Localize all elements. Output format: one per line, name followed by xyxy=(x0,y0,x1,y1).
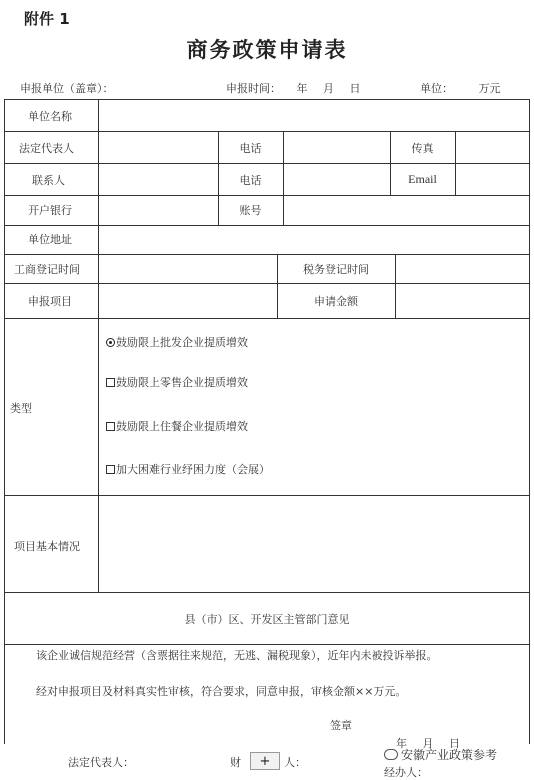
basic-info-label: 项目基本情况 xyxy=(14,540,80,553)
applicant-unit-label: 申报单位（盖章）： xyxy=(20,82,114,95)
type-option-exhibition[interactable]: 加大困难行业纾困力度（会展） xyxy=(106,461,270,477)
account-label: 账号 xyxy=(239,204,262,217)
footer-handler: 经办人： xyxy=(384,766,428,779)
wechat-icon xyxy=(384,749,398,760)
amount-label: 申请金额 xyxy=(314,295,358,308)
contact-label: 联系人 xyxy=(32,174,65,187)
money-unit-label: 单位： 万元 xyxy=(420,82,501,95)
tax-reg-time-label: 税务登记时间 xyxy=(303,263,369,276)
fax-label: 传真 xyxy=(411,142,434,155)
contact-phone-label: 电话 xyxy=(239,174,262,187)
legal-rep-label: 法定代表人 xyxy=(19,142,74,155)
add-button[interactable]: + xyxy=(250,752,280,770)
apply-time-label: 申报时间： 年 月 日 xyxy=(226,82,361,95)
checkbox-icon[interactable] xyxy=(106,422,115,431)
email-label: Email xyxy=(408,172,437,186)
footer-finance: 财 xyxy=(230,756,241,769)
project-label: 申报项目 xyxy=(28,295,72,308)
seal-label: 签章 xyxy=(330,719,352,732)
opinion-line-1: 该企业诚信规范经营（含票据往来规范，无逃、漏税现象），近年内未被投诉举报。 xyxy=(36,649,438,662)
watermark: 安徽产业政策参考 xyxy=(384,746,497,763)
type-label: 类型 xyxy=(10,402,32,415)
business-reg-time-label: 工商登记时间 xyxy=(14,263,80,276)
opinion-date: 年 月 日 xyxy=(396,737,460,750)
opinion-header: 县（市）区、开发区主管部门意见 xyxy=(184,613,350,626)
attachment-label: 附件 1 xyxy=(24,10,70,28)
footer-finance-tail: 人： xyxy=(284,756,306,769)
unit-name-label: 单位名称 xyxy=(28,110,72,123)
type-option-wholesale[interactable]: 鼓励限上批发企业提质增效 xyxy=(106,334,248,350)
radio-selected-icon[interactable] xyxy=(106,338,115,347)
checkbox-icon[interactable] xyxy=(106,465,115,474)
bank-label: 开户银行 xyxy=(28,204,72,217)
footer-legal-rep: 法定代表人： xyxy=(68,756,134,769)
opinion-line-2: 经对申报项目及材料真实性审核，符合要求，同意申报，审核金额××万元。 xyxy=(36,685,407,698)
type-option-catering[interactable]: 鼓励限上住餐企业提质增效 xyxy=(106,418,248,434)
address-label: 单位地址 xyxy=(28,233,72,246)
form-title: 商务政策申请表 xyxy=(186,38,348,62)
checkbox-icon[interactable] xyxy=(106,378,115,387)
type-option-retail[interactable]: 鼓励限上零售企业提质增效 xyxy=(106,374,248,390)
phone-label: 电话 xyxy=(239,142,262,155)
